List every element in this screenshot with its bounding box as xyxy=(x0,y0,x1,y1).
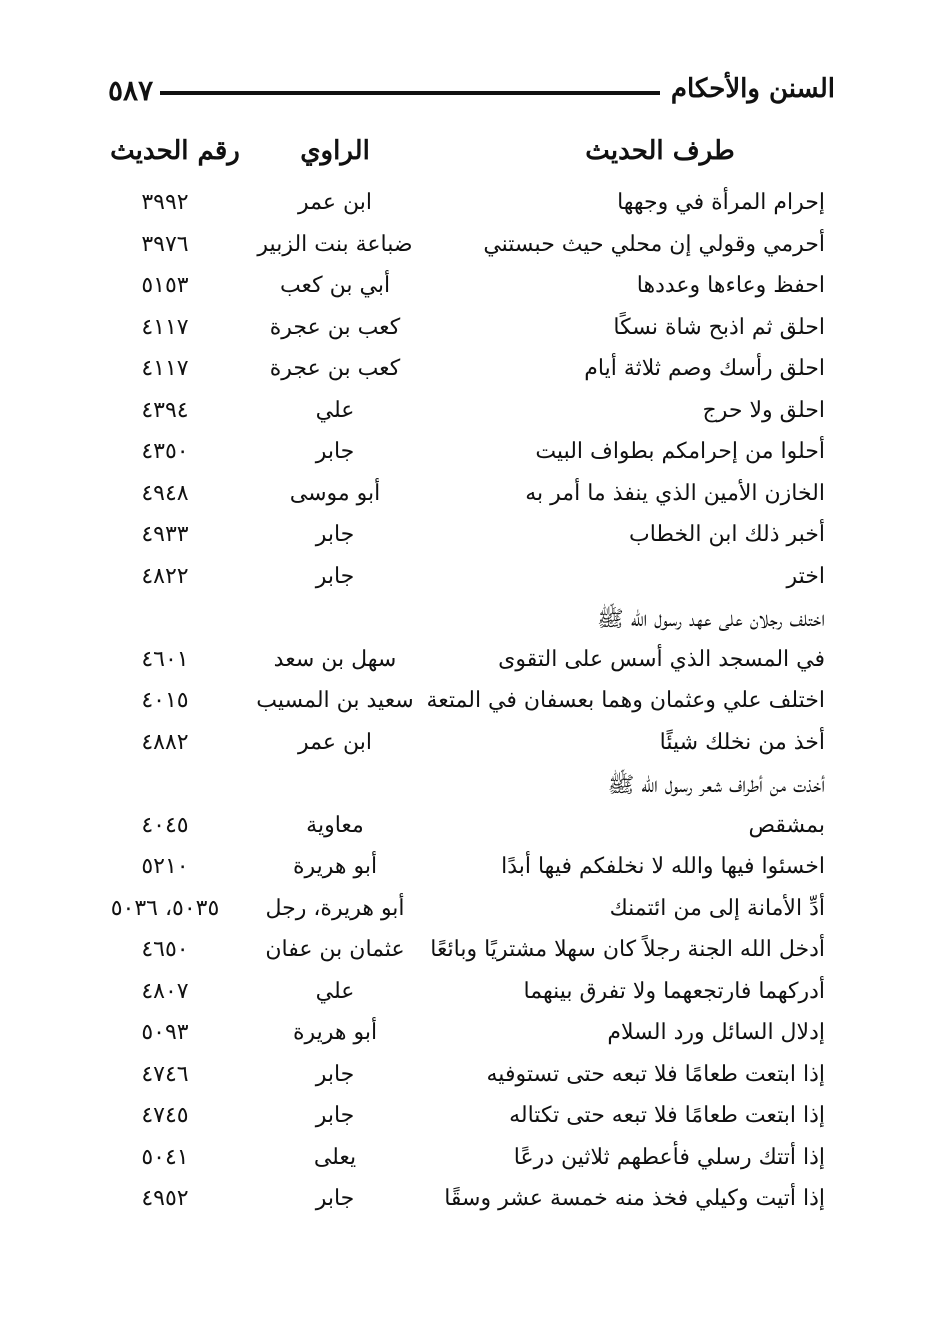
narrator-name: معاوية xyxy=(306,812,364,838)
index-entry-row xyxy=(0,269,925,311)
narrator-name: سهل بن سعد xyxy=(273,646,397,672)
narrator-name: أبو هريرة، رجل xyxy=(265,895,405,921)
narrator-name: يعلى xyxy=(313,1144,357,1170)
hadith-text: اختلف رجلان على عهد رسول الله ﷺ xyxy=(597,607,825,632)
narrator-name: أبي بن كعب xyxy=(279,273,391,298)
narrator-name: علي xyxy=(315,397,355,423)
narrator-name: أبو موسى xyxy=(289,480,381,506)
index-entry-row xyxy=(0,684,925,726)
hadith-text: احلق رأسك وصم ثلاثة أيام xyxy=(584,356,825,381)
hadith-number: ٥١٥٣ xyxy=(141,273,189,298)
index-entry-row xyxy=(0,1016,925,1058)
hadith-text: اختلف علي وعثمان وهما بعسفان في المتعة xyxy=(426,688,825,713)
hadith-text: احلق ولا حرج xyxy=(702,397,825,423)
hadith-number: ٤٩٣٣ xyxy=(141,522,189,547)
hadith-number: ٤٩٥٢ xyxy=(141,1186,189,1211)
narrator-name: ضباعة بنت الزبير xyxy=(257,231,413,257)
narrator-name: جابر xyxy=(315,1061,355,1087)
index-entry-row xyxy=(0,311,925,353)
hadith-number: ٣٩٩٢ xyxy=(141,190,189,215)
index-entry-row xyxy=(0,850,925,892)
index-entries xyxy=(0,186,925,1224)
hadith-number: ٤٣٥٠ xyxy=(141,439,189,464)
index-entry-row xyxy=(0,560,925,602)
narrator-name: عثمان بن عفان xyxy=(265,937,405,962)
index-entry-row xyxy=(0,1058,925,1100)
hadith-number: ٤١١٧ xyxy=(141,314,189,340)
hadith-text: أحلوا من إحرامكم بطواف البيت xyxy=(535,439,825,464)
hadith-text: إحرام المرأة في وجهها xyxy=(617,190,825,215)
index-entry-row xyxy=(0,933,925,975)
index-entry-row xyxy=(0,518,925,560)
hadith-number: ٤٦٠١ xyxy=(141,646,189,672)
hadith-text: احفظ وعاءها وعددها xyxy=(636,273,825,298)
hadith-number: ٥٢١٠ xyxy=(141,854,189,879)
index-entry-row xyxy=(0,1182,925,1224)
index-entry-row xyxy=(0,892,925,934)
index-entry-row xyxy=(0,975,925,1017)
hadith-text: أدخل الله الجنة رجلاً كان سهلا مشتريًا وبائعًا xyxy=(430,937,825,962)
index-entry-row xyxy=(0,186,925,228)
hadith-number: ٤٨٠٧ xyxy=(141,978,189,1004)
index-entry-row xyxy=(0,726,925,768)
index-entry-row xyxy=(0,643,925,685)
narrator-name: ابن عمر xyxy=(298,190,372,215)
column-header-number: رقم الحديث xyxy=(110,136,240,166)
hadith-text: أدِّ الأمانة إلى من ائتمنك xyxy=(609,895,825,921)
narrator-name: جابر xyxy=(315,1103,355,1128)
hadith-number: ٥٠٤١ xyxy=(141,1144,189,1170)
hadith-text: إذا أتتك رسلي فأعطهم ثلاثين درعًا xyxy=(513,1144,825,1170)
narrator-name: أبو هريرة xyxy=(292,854,378,879)
hadith-text: احلق ثم اذبح شاة نسكًا xyxy=(613,314,825,340)
index-entry-row xyxy=(0,767,925,809)
index-entry-row xyxy=(0,1141,925,1183)
index-entry-row xyxy=(0,601,925,643)
hadith-number: ٤٧٤٦ xyxy=(141,1061,189,1087)
hadith-text: اختر xyxy=(786,563,825,589)
narrator-name: كعب بن عجرة xyxy=(269,356,401,381)
hadith-number: ٤٨٢٢ xyxy=(141,563,189,589)
hadith-text: أخذ من نخلك شيئًا xyxy=(659,729,825,755)
hadith-text: في المسجد الذي أسس على التقوى xyxy=(498,646,825,672)
narrator-name: سعيد بن المسيب xyxy=(256,688,414,713)
hadith-text: إذا ابتعت طعامًا فلا تبعه حتى تستوفيه xyxy=(486,1061,825,1087)
hadith-text: الخازن الأمين الذي ينفذ ما أمر به xyxy=(525,480,825,506)
hadith-number: ٤٠١٥ xyxy=(141,688,189,713)
hadith-text: إدلال السائل ورد السلام xyxy=(607,1020,825,1045)
hadith-number: ٤٨٨٢ xyxy=(141,729,189,755)
index-entry-row xyxy=(0,1099,925,1141)
page-header xyxy=(100,74,835,114)
hadith-text: أخذت من أطراف شعر رسول الله ﷺ xyxy=(607,773,825,798)
hadith-number: ٤٦٥٠ xyxy=(141,937,189,962)
hadith-text: إذا ابتعت طعامًا فلا تبعه حتى تكتاله xyxy=(509,1103,825,1128)
index-entry-row xyxy=(0,352,925,394)
hadith-number: ٤٧٤٥ xyxy=(141,1103,189,1128)
narrator-name: جابر xyxy=(315,1186,355,1211)
hadith-text: اخسئوا فيها والله لا نخلفكم فيها أبدًا xyxy=(501,854,825,879)
narrator-name: ابن عمر xyxy=(298,729,372,755)
column-header-hadith: طرف الحديث xyxy=(585,136,735,166)
hadith-text: أحرمي وقولي إن محلي حيث حبستني xyxy=(483,231,825,257)
hadith-number: ٤١١٧ xyxy=(141,356,189,381)
narrator-name: علي xyxy=(315,978,355,1004)
index-entry-row xyxy=(0,394,925,436)
index-entry-row xyxy=(0,228,925,270)
narrator-name: جابر xyxy=(315,522,355,547)
hadith-text: بمشقص xyxy=(748,812,825,838)
hadith-number: ٣٩٧٦ xyxy=(141,231,189,257)
narrator-name: جابر xyxy=(315,439,355,464)
hadith-number: ٤٣٩٤ xyxy=(141,397,189,423)
hadith-number: ٤٠٤٥ xyxy=(141,812,189,838)
page-number: ٥٨٧ xyxy=(108,74,154,107)
narrator-name: أبو هريرة xyxy=(292,1020,378,1045)
index-entry-row xyxy=(0,809,925,851)
hadith-number: ٥٠٩٣ xyxy=(141,1020,189,1045)
book-title: السنن والأحكام xyxy=(670,74,835,104)
index-entry-row xyxy=(0,435,925,477)
column-header-narrator: الراوي xyxy=(300,136,370,166)
header-rule xyxy=(160,91,660,95)
hadith-text: إذا أتيت وكيلي فخذ منه خمسة عشر وسقًا xyxy=(444,1186,825,1211)
index-entry-row xyxy=(0,477,925,519)
hadith-number: ٤٩٤٨ xyxy=(141,480,189,506)
narrator-name: كعب بن عجرة xyxy=(269,314,401,340)
narrator-name: جابر xyxy=(315,563,355,589)
hadith-number: ٥٠٣٥، ٥٠٣٦ xyxy=(110,895,220,921)
hadith-text: أدركهما فارتجعهما ولا تفرق بينهما xyxy=(523,978,825,1004)
hadith-text: أخبر ذلك ابن الخطاب xyxy=(629,522,825,547)
